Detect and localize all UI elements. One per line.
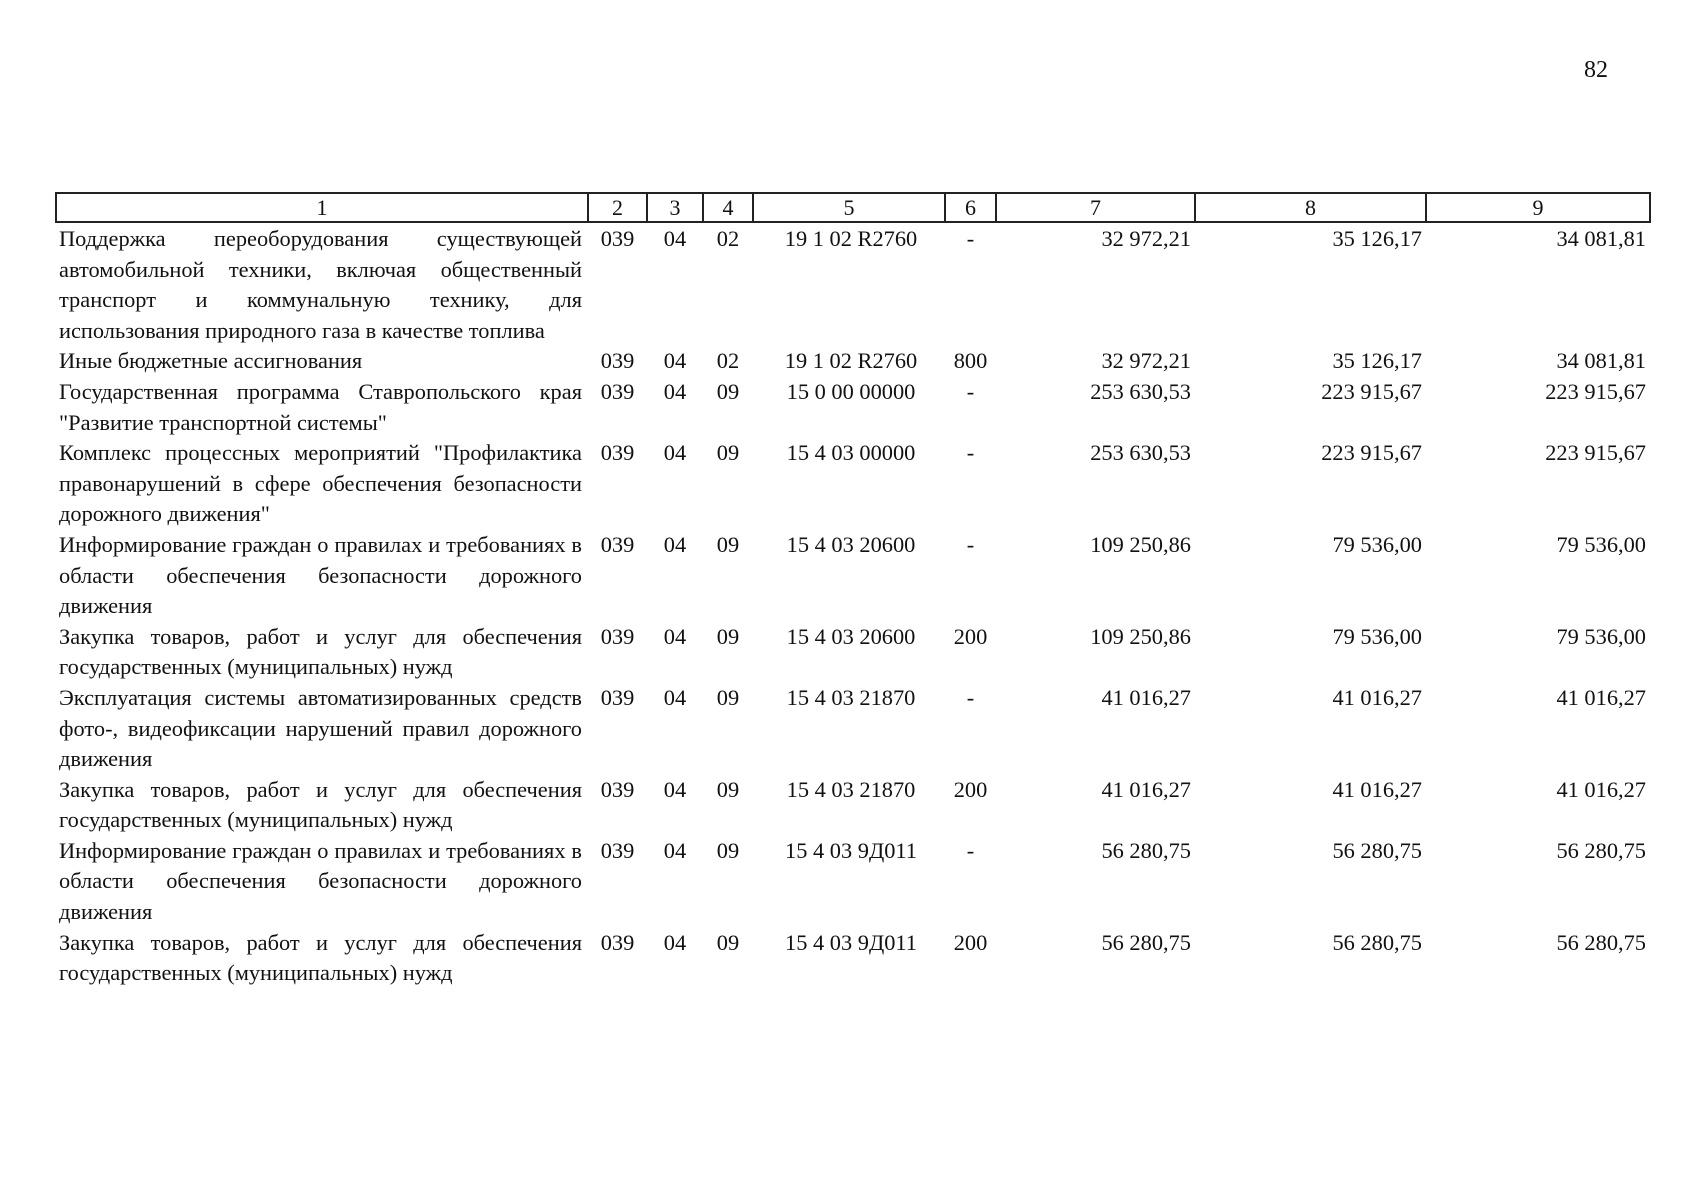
header-row [56, 193, 1650, 222]
row-name: Комплекс процессных мероприятий "Профилактика правонарушений в сфере обеспечения безопасности дорожного движения" [59, 440, 582, 527]
header-cell-8: 8 [1195, 193, 1426, 222]
row-sum-3: 34 081,81 [1556, 348, 1646, 374]
row-sum-2: 79 536,00 [1332, 623, 1422, 649]
row-vr: 200 [953, 929, 988, 955]
row-sum-1: 109 250,86 [1090, 531, 1191, 557]
row-sum-2: 223 915,67 [1321, 440, 1422, 466]
header-cell-3: 3 [647, 193, 703, 222]
row-sum-2: 223 915,67 [1321, 378, 1422, 404]
row-name: Информирование граждан о правилах и требованиях в области обеспечения безопасности дорожного движения [59, 837, 582, 925]
row-ved: 039 [600, 929, 635, 955]
row-vr: 200 [953, 623, 988, 649]
row-sum-2: 56 280,75 [1332, 929, 1422, 955]
row-sum-3: 56 280,75 [1556, 929, 1646, 955]
row-pr: 02 [716, 348, 740, 374]
row-csr: 19 1 02 R2760 [784, 226, 918, 251]
row-name: Закупка товаров, работ и услуг для обеспечения государственных (муниципальных) нужд [59, 776, 582, 833]
table-row [56, 222, 1650, 346]
row-csr: 19 1 02 R2760 [784, 348, 918, 374]
row-vr: - [966, 531, 975, 557]
row-name: Информирование граждан о правилах и требованиях в области обеспечения безопасности дорожного движения [59, 531, 582, 619]
header-cell-9: 9 [1426, 193, 1650, 222]
row-sum-2: 35 126,17 [1332, 226, 1422, 251]
row-sum-3: 41 016,27 [1556, 776, 1646, 802]
row-ved: 039 [600, 348, 635, 374]
table-row [56, 530, 1650, 622]
row-rz: 04 [663, 378, 687, 404]
budget-table [55, 192, 1651, 989]
row-sum-1: 253 630,53 [1090, 440, 1191, 466]
header-cell-6: 6 [945, 193, 996, 222]
table-row [56, 928, 1650, 989]
row-vr: - [966, 226, 975, 251]
row-sum-2: 56 280,75 [1332, 837, 1422, 863]
table-row [56, 775, 1650, 836]
row-sum-1: 56 280,75 [1101, 929, 1191, 955]
header-cell-5: 5 [753, 193, 945, 222]
row-sum-2: 79 536,00 [1332, 531, 1422, 557]
row-pr: 09 [716, 929, 740, 955]
row-pr: 09 [716, 837, 740, 863]
row-sum-1: 41 016,27 [1101, 776, 1191, 802]
row-csr: 15 0 00 00000 [786, 378, 916, 404]
row-ved: 039 [600, 226, 635, 251]
table-row [56, 622, 1650, 683]
row-sum-3: 79 536,00 [1556, 531, 1646, 557]
row-vr: 200 [953, 776, 988, 802]
header-cell-4: 4 [703, 193, 753, 222]
row-name: Государственная программа Ставропольского края "Развитие транспортной системы" [59, 378, 582, 435]
row-vr: - [966, 440, 975, 466]
row-ved: 039 [600, 531, 635, 557]
row-csr: 15 4 03 20600 [786, 623, 916, 649]
row-sum-3: 223 915,67 [1545, 440, 1646, 466]
table-header [56, 193, 1650, 222]
row-rz: 04 [663, 837, 687, 863]
row-name: Эксплуатация системы автоматизированных средств фото-, видеофиксации нарушений правил дорожного движения [59, 684, 582, 772]
row-vr: - [966, 837, 975, 863]
header-cell-1: 1 [56, 193, 588, 222]
row-sum-2: 41 016,27 [1332, 684, 1422, 710]
row-sum-2: 41 016,27 [1332, 776, 1422, 802]
row-sum-3: 223 915,67 [1545, 378, 1646, 404]
row-csr: 15 4 03 9Д011 [785, 837, 917, 863]
row-pr: 09 [716, 440, 740, 466]
row-ved: 039 [600, 837, 635, 863]
page-number: 82 [1584, 57, 1608, 83]
row-rz: 04 [663, 776, 687, 802]
row-sum-2: 35 126,17 [1332, 348, 1422, 374]
row-pr: 09 [716, 531, 740, 557]
row-rz: 04 [663, 531, 687, 557]
row-sum-3: 79 536,00 [1556, 623, 1646, 649]
row-rz: 04 [663, 623, 687, 649]
row-rz: 04 [663, 348, 687, 374]
row-vr: - [966, 378, 975, 404]
row-csr: 15 4 03 20600 [786, 531, 916, 557]
row-rz: 04 [663, 684, 687, 710]
row-sum-1: 32 972,21 [1101, 348, 1191, 374]
table-row [56, 836, 1650, 928]
row-name: Поддержка переоборудования существующей автомобильной техники, включая общественный транспорт и коммунальную технику, для использования природного газа в качестве топлива [59, 226, 582, 343]
table-row [56, 683, 1650, 775]
row-sum-3: 56 280,75 [1556, 837, 1646, 863]
row-pr: 09 [716, 623, 740, 649]
row-vr: 800 [953, 348, 988, 374]
row-sum-3: 34 081,81 [1556, 226, 1646, 251]
table-row [56, 377, 1650, 438]
row-rz: 04 [663, 226, 687, 251]
row-sum-1: 109 250,86 [1090, 623, 1191, 649]
row-csr: 15 4 03 00000 [786, 440, 916, 466]
row-csr: 15 4 03 21870 [786, 776, 916, 802]
row-csr: 15 4 03 21870 [786, 684, 916, 710]
row-ved: 039 [600, 776, 635, 802]
row-name: Закупка товаров, работ и услуг для обеспечения государственных (муниципальных) нужд [59, 623, 582, 680]
row-ved: 039 [600, 440, 635, 466]
row-ved: 039 [600, 684, 635, 710]
row-pr: 09 [716, 684, 740, 710]
row-sum-1: 253 630,53 [1090, 378, 1191, 404]
row-sum-1: 41 016,27 [1101, 684, 1191, 710]
row-pr: 09 [716, 776, 740, 802]
table-body [56, 222, 1650, 989]
header-cell-2: 2 [588, 193, 647, 222]
table-row [56, 438, 1650, 530]
row-ved: 039 [600, 623, 635, 649]
table-row [56, 346, 1650, 377]
row-sum-1: 56 280,75 [1101, 837, 1191, 863]
row-sum-3: 41 016,27 [1556, 684, 1646, 710]
row-name: Закупка товаров, работ и услуг для обеспечения государственных (муниципальных) нужд [59, 929, 582, 986]
header-cell-7: 7 [996, 193, 1195, 222]
row-rz: 04 [663, 440, 687, 466]
row-ved: 039 [600, 378, 635, 404]
row-pr: 02 [716, 226, 740, 251]
row-rz: 04 [663, 929, 687, 955]
row-vr: - [966, 684, 975, 710]
row-name: Иные бюджетные ассигнования [59, 348, 363, 374]
row-sum-1: 32 972,21 [1101, 226, 1191, 251]
row-csr: 15 4 03 9Д011 [785, 929, 917, 955]
row-pr: 09 [716, 378, 740, 404]
